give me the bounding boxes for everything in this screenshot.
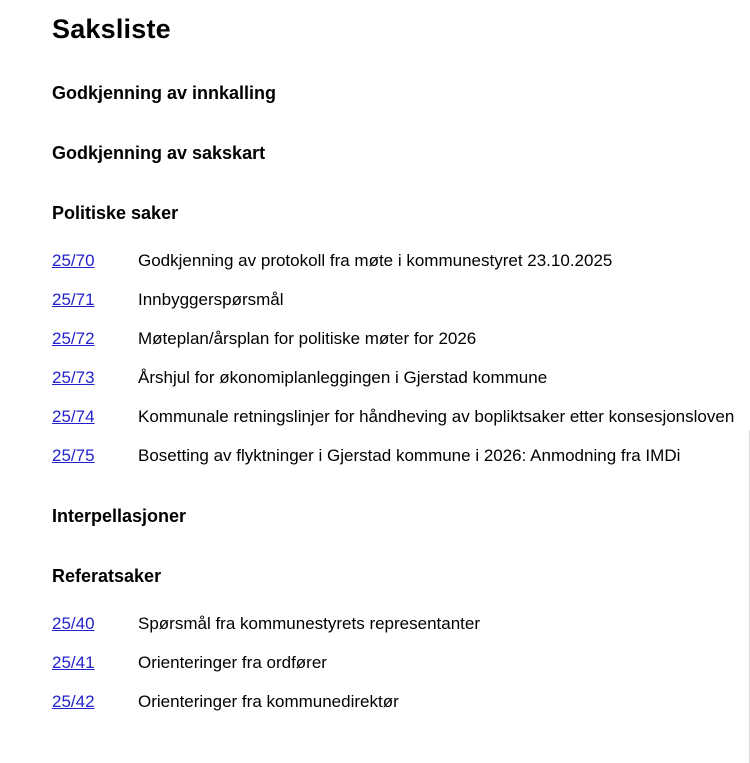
- case-number-link[interactable]: 25/42: [52, 692, 95, 711]
- case-row: [52, 445, 737, 467]
- sections-container: [52, 82, 737, 713]
- section-godkjenning-innkalling: [52, 82, 737, 104]
- section-heading-godkjenning-innkalling: Godkjenning av innkalling: [52, 83, 277, 103]
- case-number-link[interactable]: 25/73: [52, 368, 95, 387]
- section-heading-godkjenning-sakskart: Godkjenning av sakskart: [52, 143, 266, 163]
- case-title: Orienteringer fra kommunedirektør: [138, 692, 399, 711]
- section-heading-interpellasjoner: Interpellasjoner: [52, 506, 187, 526]
- case-number-link[interactable]: 25/41: [52, 653, 95, 672]
- case-list: [52, 250, 737, 467]
- section-godkjenning-sakskart: [52, 142, 737, 164]
- case-title: Spørsmål fra kommunestyrets representanter: [138, 614, 481, 633]
- case-list: [52, 613, 737, 713]
- case-row: [52, 367, 737, 389]
- case-row: [52, 289, 737, 311]
- case-row: [52, 406, 737, 428]
- case-title: Bosetting av flyktninger i Gjerstad kommune i 2026: Anmodning fra IMDi: [138, 446, 681, 465]
- case-number-link[interactable]: 25/40: [52, 614, 95, 633]
- case-title: Kommunale retningslinjer for håndheving av bopliktsaker etter konsesjonsloven: [138, 407, 735, 426]
- section-referatsaker: [52, 565, 737, 713]
- section-heading-referatsaker: Referatsaker: [52, 566, 162, 586]
- case-title: Orienteringer fra ordfører: [138, 653, 327, 672]
- case-row: [52, 328, 737, 350]
- case-row: [52, 613, 737, 635]
- case-number-link[interactable]: 25/74: [52, 407, 95, 426]
- case-title: Møteplan/årsplan for politiske møter for 2026: [138, 329, 477, 348]
- section-politiske-saker: [52, 202, 737, 467]
- case-number-link[interactable]: 25/72: [52, 329, 95, 348]
- section-heading-politiske-saker: Politiske saker: [52, 203, 179, 223]
- case-row: [52, 250, 737, 272]
- section-interpellasjoner: [52, 505, 737, 527]
- case-row: [52, 691, 737, 713]
- case-title: Årshjul for økonomiplanleggingen i Gjerstad kommune: [138, 368, 548, 387]
- case-title: Godkjenning av protokoll fra møte i kommunestyret 23.10.2025: [138, 251, 613, 270]
- case-number-link[interactable]: 25/70: [52, 251, 95, 270]
- case-number-link[interactable]: 25/71: [52, 290, 95, 309]
- case-row: [52, 652, 737, 674]
- case-title: Innbyggerspørsmål: [138, 290, 284, 309]
- page-title: Saksliste: [52, 14, 171, 44]
- case-number-link[interactable]: 25/75: [52, 446, 95, 465]
